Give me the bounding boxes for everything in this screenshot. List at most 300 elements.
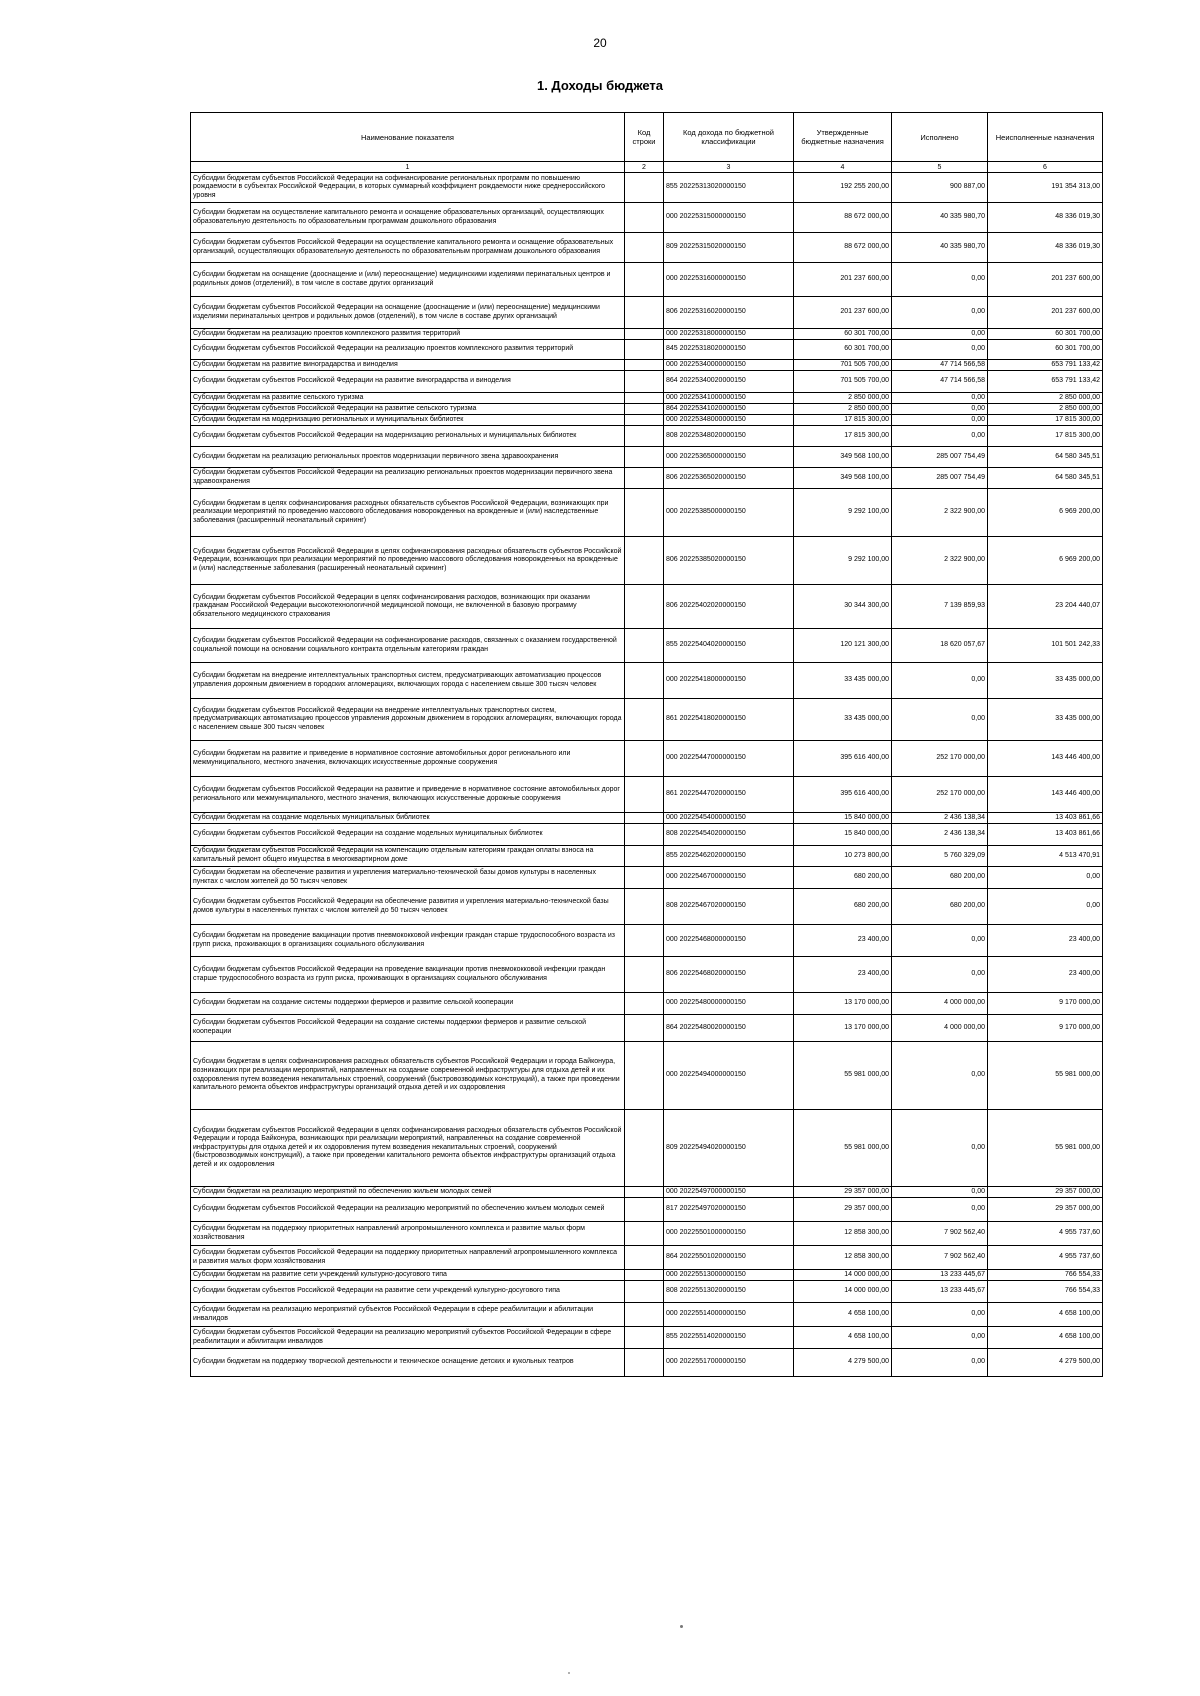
table-row [191, 1015, 1103, 1042]
row-budget-code: 000 20225316000000150 [664, 263, 794, 297]
row-unexecuted: 9 170 000,00 [988, 993, 1103, 1015]
row-line-code [625, 1349, 664, 1377]
row-line-code [625, 489, 664, 537]
row-budget-code: 806 20225402020000150 [664, 585, 794, 629]
row-name: Субсидии бюджетам субъектов Российской Федерации на развитие и приведение в нормативное состояние автомобильных дорог регионального или межмуниципального, местного значения, включающих искусственные дорожные сооружения [191, 777, 625, 813]
row-name: Субсидии бюджетам на поддержку приоритетных направлений агропромышленного комплекса и развитие малых форм хозяйствования [191, 1222, 625, 1246]
row-approved: 55 981 000,00 [794, 1110, 892, 1187]
row-line-code [625, 1303, 664, 1327]
row-budget-code: 000 20225340000000150 [664, 360, 794, 371]
row-unexecuted: 55 981 000,00 [988, 1042, 1103, 1110]
row-approved: 12 858 300,00 [794, 1246, 892, 1270]
row-approved: 9 292 100,00 [794, 537, 892, 585]
table-row [191, 1303, 1103, 1327]
row-name: Субсидии бюджетам субъектов Российской Федерации на развитие сельского туризма [191, 404, 625, 415]
row-line-code [625, 663, 664, 699]
row-line-code [625, 1327, 664, 1349]
row-unexecuted: 2 850 000,00 [988, 393, 1103, 404]
table-row [191, 404, 1103, 415]
row-executed: 18 620 057,67 [892, 629, 988, 663]
row-executed: 0,00 [892, 957, 988, 993]
row-line-code [625, 415, 664, 426]
row-line-code [625, 1246, 664, 1270]
row-line-code [625, 629, 664, 663]
row-budget-code: 864 20225501020000150 [664, 1246, 794, 1270]
row-budget-code: 000 20225454000000150 [664, 813, 794, 824]
row-line-code [625, 867, 664, 889]
row-executed: 2 322 900,00 [892, 537, 988, 585]
row-name: Субсидии бюджетам субъектов Российской Федерации на реализацию региональных проектов модернизации первичного звена здравоохранения [191, 468, 625, 489]
row-approved: 17 815 300,00 [794, 426, 892, 447]
table-row [191, 426, 1103, 447]
row-executed: 680 200,00 [892, 867, 988, 889]
row-budget-code: 806 20225365020000150 [664, 468, 794, 489]
row-unexecuted: 13 403 861,66 [988, 824, 1103, 846]
row-budget-code: 808 20225467020000150 [664, 889, 794, 925]
row-budget-code: 864 20225480020000150 [664, 1015, 794, 1042]
table-row [191, 846, 1103, 867]
row-approved: 88 672 000,00 [794, 233, 892, 263]
row-executed: 5 760 329,09 [892, 846, 988, 867]
row-line-code [625, 233, 664, 263]
row-name: Субсидии бюджетам субъектов Российской Федерации на софинансирование региональных программ по повышению рождаемости в субъектах Российской Федерации, в которых суммарный коэффициент рождаемости ниже среднероссийского уровня [191, 173, 625, 203]
row-unexecuted: 4 279 500,00 [988, 1349, 1103, 1377]
row-line-code [625, 1110, 664, 1187]
row-name: Субсидии бюджетам субъектов Российской Федерации на создание системы поддержки фермеров и развитие сельской кооперации [191, 1015, 625, 1042]
row-unexecuted: 60 301 700,00 [988, 329, 1103, 340]
row-approved: 13 170 000,00 [794, 993, 892, 1015]
row-unexecuted: 64 580 345,51 [988, 447, 1103, 468]
table-row [191, 415, 1103, 426]
row-unexecuted: 29 357 000,00 [988, 1187, 1103, 1198]
row-executed: 2 322 900,00 [892, 489, 988, 537]
row-budget-code: 808 20225454020000150 [664, 824, 794, 846]
row-approved: 13 170 000,00 [794, 1015, 892, 1042]
row-budget-code: 855 20225313020000150 [664, 173, 794, 203]
row-unexecuted: 23 400,00 [988, 925, 1103, 957]
row-approved: 2 850 000,00 [794, 404, 892, 415]
table-row [191, 1110, 1103, 1187]
column-number: 5 [892, 162, 988, 173]
row-executed: 900 887,00 [892, 173, 988, 203]
table-row [191, 889, 1103, 925]
row-approved: 60 301 700,00 [794, 329, 892, 340]
row-name: Субсидии бюджетам на развитие сети учреждений культурно-досугового типа [191, 1270, 625, 1281]
row-unexecuted: 6 969 200,00 [988, 489, 1103, 537]
table-row [191, 360, 1103, 371]
row-approved: 60 301 700,00 [794, 340, 892, 360]
row-approved: 701 505 700,00 [794, 371, 892, 393]
row-budget-code: 000 20225514000000150 [664, 1303, 794, 1327]
row-approved: 680 200,00 [794, 889, 892, 925]
row-line-code [625, 699, 664, 741]
row-name: Субсидии бюджетам на поддержку творческой деятельности и техническое оснащение детских и кукольных театров [191, 1349, 625, 1377]
row-executed: 0,00 [892, 699, 988, 741]
row-executed: 7 902 562,40 [892, 1222, 988, 1246]
row-executed: 0,00 [892, 297, 988, 329]
row-name: Субсидии бюджетам субъектов Российской Федерации на создание модельных муниципальных библиотек [191, 824, 625, 846]
row-budget-code: 000 20225517000000150 [664, 1349, 794, 1377]
row-executed: 0,00 [892, 1303, 988, 1327]
table-row [191, 699, 1103, 741]
row-executed: 0,00 [892, 1187, 988, 1198]
row-approved: 701 505 700,00 [794, 360, 892, 371]
column-number-row [191, 162, 1103, 173]
table-row [191, 1198, 1103, 1222]
row-name: Субсидии бюджетам на осуществление капитального ремонта и оснащение образовательных организаций, осуществляющих образовательную деятельность по образовательным программам дошкольного образования [191, 203, 625, 233]
row-unexecuted: 191 354 313,00 [988, 173, 1103, 203]
row-executed: 47 714 566,58 [892, 360, 988, 371]
row-line-code [625, 585, 664, 629]
row-name: Субсидии бюджетам субъектов Российской Федерации на компенсацию отдельным категориям граждан оплаты взноса на капитальный ремонт общего имущества в многоквартирном доме [191, 846, 625, 867]
row-approved: 33 435 000,00 [794, 699, 892, 741]
row-name: Субсидии бюджетам субъектов Российской Федерации на модернизацию региональных и муниципальных библиотек [191, 426, 625, 447]
row-executed: 0,00 [892, 426, 988, 447]
row-unexecuted: 201 237 600,00 [988, 297, 1103, 329]
row-unexecuted: 48 336 019,30 [988, 203, 1103, 233]
row-approved: 349 568 100,00 [794, 468, 892, 489]
row-budget-code: 809 20225494020000150 [664, 1110, 794, 1187]
row-approved: 14 000 000,00 [794, 1270, 892, 1281]
row-executed: 0,00 [892, 663, 988, 699]
row-name: Субсидии бюджетам субъектов Российской Федерации на проведение вакцинации против пневмококковой инфекции граждан старше трудоспособного возраста из групп риска, проживающих в организациях социального обслуживания [191, 957, 625, 993]
row-unexecuted: 17 815 300,00 [988, 426, 1103, 447]
row-executed: 0,00 [892, 1198, 988, 1222]
row-line-code [625, 393, 664, 404]
row-executed: 13 233 445,67 [892, 1281, 988, 1303]
row-executed: 285 007 754,49 [892, 468, 988, 489]
row-unexecuted: 13 403 861,66 [988, 813, 1103, 824]
row-name: Субсидии бюджетам на обеспечение развития и укрепления материально-технической базы домов культуры в населенных пунктах с числом жителей до 50 тысяч человек [191, 867, 625, 889]
row-name: Субсидии бюджетам субъектов Российской Федерации на обеспечение развития и укрепления материально-технической базы домов культуры в населенных пунктах с числом жителей до 50 тысяч человек [191, 889, 625, 925]
row-unexecuted: 48 336 019,30 [988, 233, 1103, 263]
row-executed: 0,00 [892, 1110, 988, 1187]
row-line-code [625, 297, 664, 329]
column-number: 6 [988, 162, 1103, 173]
row-line-code [625, 889, 664, 925]
table-row [191, 489, 1103, 537]
row-approved: 192 255 200,00 [794, 173, 892, 203]
row-budget-code: 845 20225318020000150 [664, 340, 794, 360]
row-unexecuted: 60 301 700,00 [988, 340, 1103, 360]
row-approved: 4 658 100,00 [794, 1303, 892, 1327]
table-row [191, 340, 1103, 360]
table-row [191, 1042, 1103, 1110]
row-approved: 17 815 300,00 [794, 415, 892, 426]
row-budget-code: 000 20225318000000150 [664, 329, 794, 340]
table-row [191, 371, 1103, 393]
row-budget-code: 806 20225385020000150 [664, 537, 794, 585]
row-approved: 23 400,00 [794, 925, 892, 957]
row-unexecuted: 201 237 600,00 [988, 263, 1103, 297]
row-budget-code: 817 20225497020000150 [664, 1198, 794, 1222]
row-budget-code: 861 20225447020000150 [664, 777, 794, 813]
row-approved: 15 840 000,00 [794, 813, 892, 824]
row-approved: 201 237 600,00 [794, 263, 892, 297]
table-header [191, 113, 1103, 173]
row-executed: 13 233 445,67 [892, 1270, 988, 1281]
row-approved: 120 121 300,00 [794, 629, 892, 663]
table-row [191, 663, 1103, 699]
row-name: Субсидии бюджетам на реализацию мероприятий субъектов Российской Федерации в сфере реабилитации и абилитации инвалидов [191, 1303, 625, 1327]
row-line-code [625, 1042, 664, 1110]
table-body [191, 173, 1103, 1377]
row-approved: 30 344 300,00 [794, 585, 892, 629]
row-approved: 55 981 000,00 [794, 1042, 892, 1110]
row-line-code [625, 925, 664, 957]
table-row [191, 1270, 1103, 1281]
row-unexecuted: 55 981 000,00 [988, 1110, 1103, 1187]
row-unexecuted: 4 955 737,60 [988, 1246, 1103, 1270]
row-line-code [625, 340, 664, 360]
row-executed: 7 139 859,93 [892, 585, 988, 629]
row-budget-code: 000 20225467000000150 [664, 867, 794, 889]
table-row [191, 263, 1103, 297]
row-budget-code: 806 20225316020000150 [664, 297, 794, 329]
row-approved: 33 435 000,00 [794, 663, 892, 699]
row-approved: 4 658 100,00 [794, 1327, 892, 1349]
row-line-code [625, 203, 664, 233]
row-unexecuted: 4 658 100,00 [988, 1303, 1103, 1327]
income-table [190, 112, 1103, 1377]
header-executed: Исполнено [892, 113, 988, 162]
row-budget-code: 808 20225348020000150 [664, 426, 794, 447]
row-unexecuted: 143 446 400,00 [988, 741, 1103, 777]
table-row [191, 297, 1103, 329]
row-executed: 4 000 000,00 [892, 993, 988, 1015]
row-approved: 23 400,00 [794, 957, 892, 993]
row-approved: 10 273 800,00 [794, 846, 892, 867]
row-name: Субсидии бюджетам в целях софинансирования расходных обязательств субъектов Российской Федерации, возникающих при реализации мероприятий по проведению массового обследования новорожденных на врожденные и (или) наследственные заболевания (расширенный неонатальный скрининг) [191, 489, 625, 537]
row-budget-code: 000 20225418000000150 [664, 663, 794, 699]
row-name: Субсидии бюджетам на проведение вакцинации против пневмококковой инфекции граждан старше трудоспособного возраста из групп риска, проживающих в организациях социального обслуживания [191, 925, 625, 957]
row-line-code [625, 447, 664, 468]
row-unexecuted: 766 554,33 [988, 1281, 1103, 1303]
table-row [191, 741, 1103, 777]
row-name: Субсидии бюджетам субъектов Российской Федерации на реализацию мероприятий субъектов Российской Федерации в сфере реабилитации и абилитации инвалидов [191, 1327, 625, 1349]
row-name: Субсидии бюджетам субъектов Российской Федерации на оснащение (дооснащение и (или) переоснащение) медицинскими изделиями перинатальных центров и родильных домов (отделений), в том числе в составе других организаций [191, 297, 625, 329]
row-executed: 0,00 [892, 263, 988, 297]
row-name: Субсидии бюджетам на реализацию мероприятий по обеспечению жильем молодых семей [191, 1187, 625, 1198]
table-row [191, 824, 1103, 846]
row-budget-code: 864 20225340020000150 [664, 371, 794, 393]
row-unexecuted: 33 435 000,00 [988, 699, 1103, 741]
row-budget-code: 855 20225514020000150 [664, 1327, 794, 1349]
row-executed: 2 436 138,34 [892, 824, 988, 846]
row-name: Субсидии бюджетам на создание системы поддержки фермеров и развитие сельской кооперации [191, 993, 625, 1015]
row-unexecuted: 6 969 200,00 [988, 537, 1103, 585]
column-number: 1 [191, 162, 625, 173]
row-line-code [625, 329, 664, 340]
row-name: Субсидии бюджетам на создание модельных муниципальных библиотек [191, 813, 625, 824]
row-name: Субсидии бюджетам субъектов Российской Федерации на реализацию проектов комплексного развития территорий [191, 340, 625, 360]
row-unexecuted: 23 400,00 [988, 957, 1103, 993]
row-name: Субсидии бюджетам на развитие сельского туризма [191, 393, 625, 404]
row-name: Субсидии бюджетам субъектов Российской Федерации на осуществление капитального ремонта и оснащение образовательных организаций, осуществляющих образовательную деятельность по образовательным программам дошкольного образования [191, 233, 625, 263]
row-approved: 12 858 300,00 [794, 1222, 892, 1246]
row-executed: 4 000 000,00 [892, 1015, 988, 1042]
table-row [191, 393, 1103, 404]
row-line-code [625, 777, 664, 813]
row-unexecuted: 766 554,33 [988, 1270, 1103, 1281]
row-line-code [625, 813, 664, 824]
row-name: Субсидии бюджетам субъектов Российской Федерации на софинансирование расходов, связанных с оказанием государственной социальной помощи на основании социального контракта отдельным категориям граждан [191, 629, 625, 663]
table-row [191, 925, 1103, 957]
table-row [191, 1327, 1103, 1349]
table-row [191, 993, 1103, 1015]
table-row [191, 447, 1103, 468]
row-approved: 395 616 400,00 [794, 777, 892, 813]
row-unexecuted: 29 357 000,00 [988, 1198, 1103, 1222]
table-row [191, 233, 1103, 263]
row-line-code [625, 1222, 664, 1246]
table-row [191, 629, 1103, 663]
table-row [191, 957, 1103, 993]
row-unexecuted: 653 791 133,42 [988, 371, 1103, 393]
row-name: Субсидии бюджетам в целях софинансирования расходных обязательств субъектов Российской Федерации и города Байконура, возникающих при реализации мероприятий, направленных на создание современной инфраструктуры для отдыха детей и их оздоровления путем возведения некапитальных строений, сооружений (быстровозводимых конструкций), а также при проведении капитального ремонта объектов инфраструктуры организаций отдыха детей и их оздоровления [191, 1042, 625, 1110]
row-name: Субсидии бюджетам на реализацию проектов комплексного развития территорий [191, 329, 625, 340]
column-number: 3 [664, 162, 794, 173]
row-line-code [625, 537, 664, 585]
table-row [191, 867, 1103, 889]
row-line-code [625, 426, 664, 447]
row-line-code [625, 468, 664, 489]
column-number: 4 [794, 162, 892, 173]
row-unexecuted: 4 658 100,00 [988, 1327, 1103, 1349]
row-name: Субсидии бюджетам субъектов Российской Федерации на развитие виноградарства и виноделия [191, 371, 625, 393]
row-unexecuted: 101 501 242,33 [988, 629, 1103, 663]
row-budget-code: 806 20225468020000150 [664, 957, 794, 993]
table-row [191, 329, 1103, 340]
table-row [191, 1281, 1103, 1303]
row-line-code [625, 173, 664, 203]
header-unexecuted: Неисполненные назначения [988, 113, 1103, 162]
table-row [191, 777, 1103, 813]
row-budget-code: 000 20225480000000150 [664, 993, 794, 1015]
row-unexecuted: 9 170 000,00 [988, 1015, 1103, 1042]
row-line-code [625, 371, 664, 393]
table-row [191, 1246, 1103, 1270]
row-unexecuted: 2 850 000,00 [988, 404, 1103, 415]
row-approved: 9 292 100,00 [794, 489, 892, 537]
row-line-code [625, 404, 664, 415]
row-executed: 0,00 [892, 329, 988, 340]
row-line-code [625, 1198, 664, 1222]
row-unexecuted: 653 791 133,42 [988, 360, 1103, 371]
row-line-code [625, 360, 664, 371]
row-budget-code: 000 20225315000000150 [664, 203, 794, 233]
row-approved: 349 568 100,00 [794, 447, 892, 468]
row-unexecuted: 17 815 300,00 [988, 415, 1103, 426]
row-name: Субсидии бюджетам субъектов Российской Федерации в целях софинансирования расходных обязательств субъектов Российской Федерации, возникающих при реализации мероприятий по проведению массового обследования новорожденных на врожденные и (или) наследственные заболевания (расширенный неонатальный скрининг) [191, 537, 625, 585]
row-name: Субсидии бюджетам субъектов Российской Федерации на поддержку приоритетных направлений агропромышленного комплекса и развития малых форм хозяйствования [191, 1246, 625, 1270]
row-executed: 680 200,00 [892, 889, 988, 925]
table-row [191, 173, 1103, 203]
row-approved: 29 357 000,00 [794, 1187, 892, 1198]
row-executed: 0,00 [892, 925, 988, 957]
row-line-code [625, 846, 664, 867]
row-budget-code: 000 20225494000000150 [664, 1042, 794, 1110]
table-row [191, 1349, 1103, 1377]
row-unexecuted: 143 446 400,00 [988, 777, 1103, 813]
scan-speck [568, 1672, 570, 1674]
row-budget-code: 855 20225462020000150 [664, 846, 794, 867]
table-row [191, 468, 1103, 489]
table-row [191, 585, 1103, 629]
row-executed: 0,00 [892, 1327, 988, 1349]
row-approved: 395 616 400,00 [794, 741, 892, 777]
row-executed: 47 714 566,58 [892, 371, 988, 393]
row-budget-code: 855 20225404020000150 [664, 629, 794, 663]
row-name: Субсидии бюджетам на оснащение (дооснащение и (или) переоснащение) медицинскими изделиями перинатальных центров и родильных домов (отделений), в том числе в составе других организаций [191, 263, 625, 297]
row-line-code [625, 957, 664, 993]
row-budget-code: 000 20225513000000150 [664, 1270, 794, 1281]
header-line-code: Код строки [625, 113, 664, 162]
row-executed: 7 902 562,40 [892, 1246, 988, 1270]
row-executed: 40 335 980,70 [892, 233, 988, 263]
row-executed: 0,00 [892, 415, 988, 426]
row-budget-code: 000 20225447000000150 [664, 741, 794, 777]
row-line-code [625, 993, 664, 1015]
row-budget-code: 809 20225315020000150 [664, 233, 794, 263]
row-executed: 0,00 [892, 393, 988, 404]
page-number: 20 [593, 36, 607, 50]
row-name: Субсидии бюджетам на реализацию региональных проектов модернизации первичного звена здравоохранения [191, 447, 625, 468]
row-name: Субсидии бюджетам субъектов Российской Федерации на развитие сети учреждений культурно-досугового типа [191, 1281, 625, 1303]
row-line-code [625, 1270, 664, 1281]
row-line-code [625, 1015, 664, 1042]
row-approved: 29 357 000,00 [794, 1198, 892, 1222]
row-name: Субсидии бюджетам на развитие и приведение в нормативное состояние автомобильных дорог регионального или межмуниципального, местного значения, включающих искусственные дорожные сооружения [191, 741, 625, 777]
row-name: Субсидии бюджетам на модернизацию региональных и муниципальных библиотек [191, 415, 625, 426]
row-budget-code: 864 20225341020000150 [664, 404, 794, 415]
row-executed: 252 170 000,00 [892, 741, 988, 777]
row-name: Субсидии бюджетам субъектов Российской Федерации на внедрение интеллектуальных транспортных систем, предусматривающих автоматизацию процессов управления дорожным движением в городских агломерациях, включающих города с населением свыше 300 тысяч человек [191, 699, 625, 741]
row-unexecuted: 64 580 345,51 [988, 468, 1103, 489]
row-unexecuted: 4 955 737,60 [988, 1222, 1103, 1246]
row-approved: 201 237 600,00 [794, 297, 892, 329]
row-approved: 88 672 000,00 [794, 203, 892, 233]
row-unexecuted: 23 204 440,07 [988, 585, 1103, 629]
row-executed: 40 335 980,70 [892, 203, 988, 233]
row-executed: 0,00 [892, 404, 988, 415]
table-row [191, 537, 1103, 585]
row-line-code [625, 824, 664, 846]
scan-speck [680, 1625, 683, 1628]
row-unexecuted: 0,00 [988, 867, 1103, 889]
table-row [191, 1222, 1103, 1246]
row-approved: 15 840 000,00 [794, 824, 892, 846]
row-budget-code: 000 20225501000000150 [664, 1222, 794, 1246]
column-number: 2 [625, 162, 664, 173]
row-line-code [625, 263, 664, 297]
table-row [191, 813, 1103, 824]
row-name: Субсидии бюджетам субъектов Российской Федерации в целях софинансирования расходных обязательств субъектов Российской Федерации и города Байконура, возникающих при реализации мероприятий, направленных на создание современной инфраструктуры для отдыха детей и их оздоровления путем возведения некапитальных строений, сооружений (быстровозводимых конструкций), а также при проведении капитального ремонта объектов инфраструктуры организаций отдыха детей и их оздоровления [191, 1110, 625, 1187]
row-name: Субсидии бюджетам субъектов Российской Федерации на реализацию мероприятий по обеспечению жильем молодых семей [191, 1198, 625, 1222]
row-approved: 14 000 000,00 [794, 1281, 892, 1303]
row-approved: 680 200,00 [794, 867, 892, 889]
row-budget-code: 000 20225468000000150 [664, 925, 794, 957]
row-budget-code: 000 20225497000000150 [664, 1187, 794, 1198]
row-executed: 285 007 754,49 [892, 447, 988, 468]
row-budget-code: 000 20225385000000150 [664, 489, 794, 537]
row-executed: 252 170 000,00 [892, 777, 988, 813]
row-approved: 4 279 500,00 [794, 1349, 892, 1377]
row-approved: 2 850 000,00 [794, 393, 892, 404]
row-unexecuted: 4 513 470,91 [988, 846, 1103, 867]
row-executed: 2 436 138,34 [892, 813, 988, 824]
row-budget-code: 000 20225341000000150 [664, 393, 794, 404]
